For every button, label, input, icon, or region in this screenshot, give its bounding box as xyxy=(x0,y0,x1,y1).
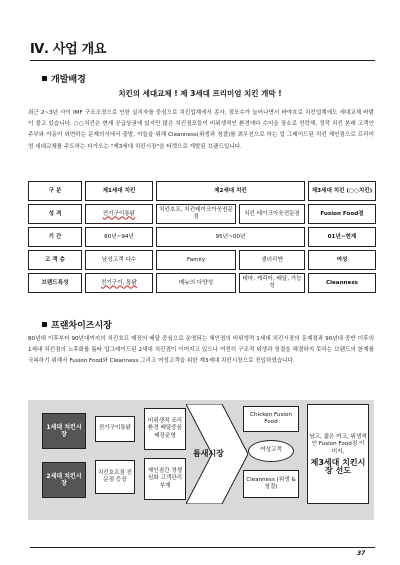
table-header-cell: 제1세대 치킨 xyxy=(85,181,153,201)
table-cell: 샐러리맨 xyxy=(239,250,305,270)
market-paragraph: 80년대 이후부터 90년대까지의 치킨호프 매장의 배달 중심으로 운영되는 체인점의 비위생적 1세대 치킨시장의 문제점과 90년대 중반 이후의 1세대 치킨점의 노후화를 틈타 업그레이드된 2세대 치킨점이 이어지고 있으나 여전히 구조적 위생과 청결을 해결하지 못하는 브랜드의 한계를 극복하기 위해서 Fusion Food와 Cleanness 그리고 여성고객을 위한 제3세대 치킨시장으로 진입하였습니다. xyxy=(28,336,374,365)
table-cell: 테마, 캐릭터, 배달, 가능성 xyxy=(239,273,305,293)
gen1-feature-box: 전기구이통닭 xyxy=(95,416,135,442)
table-row xyxy=(28,273,376,293)
table-cell: 치킨호프, 치킨테이크아웃전문점 xyxy=(156,204,236,224)
background-subtitle: 치킨의 세대교체 ! 제 3세대 프리미엄 치킨 개막 ! xyxy=(118,89,282,98)
table-cell: 남성고객 다수 xyxy=(85,250,153,270)
problem1-box: 비위생적 조리환경 배달중심 매장운영 xyxy=(144,408,186,450)
women-customer-box: 여성고객 xyxy=(248,440,294,462)
problem2-box: 체인점간 경쟁 심화 고객관리 부재 xyxy=(144,458,186,500)
niche-market-label: 틈새시장 xyxy=(193,449,224,458)
gen2-market-box: 2세대 치킨시장 xyxy=(42,462,86,498)
result-headline: 제3세대 치킨시장 선도 xyxy=(310,458,366,475)
gen2-feature-box: 치킨호프점 전문점 등장 xyxy=(95,460,135,494)
section-title: Ⅳ. 사업 개요 xyxy=(30,42,107,57)
table-row-label: 고 객 층 xyxy=(28,250,82,270)
comparison-table xyxy=(28,178,376,296)
table-cell: 95년~00년 xyxy=(156,227,305,247)
table-header-row xyxy=(28,181,376,201)
gen1-market-box: 1세대 치킨시장 xyxy=(42,413,86,449)
table-cell: 전기구이통닭 xyxy=(85,204,153,224)
background-paragraph: 최근 2~3년 사이 IMF 구조조정으로 인한 실직자를 중심으로 치킨업계에서 종사, 점포수가 늘어나면서 바야흐로 치킨업계에도 세대교체 바람이 불고 있습니다. ○○치킨은 현재 공급상권에 있지만 많은 치킨점포들이 비위생적인 환경에다 수익을 장소로 전락해, 정작 치킨 본래 고객인 주부와 아동이 외면하는 문제의식에서 출발, 이들을 위해 Cleanness(위생과 청결)를 최우선으로 하는 업 그레이드된 치킨 체인점으로 프리미엄 세대교체를 주도하는 다가오는 "제3세대 치킨시장"을 타겟으로 개발된 브랜드입니다. xyxy=(28,110,374,150)
square-bullet-icon xyxy=(42,322,47,327)
square-bullet-icon xyxy=(42,76,47,81)
table-row xyxy=(28,204,376,224)
table-header-cell: 제2세대 치킨 xyxy=(156,181,305,201)
fusion-food-box: Chicken Fusion Food xyxy=(243,406,299,432)
cleanness-box: Cleanness (위생 & 청결) xyxy=(243,470,299,498)
result-text: 남고, 젊은 여고, 위생적인 Fusion Food점 이미지, xyxy=(309,433,367,455)
table-cell: 치킨 테이크아웃전문점 xyxy=(239,204,305,224)
table-row xyxy=(28,227,376,247)
table-cell: 전기구이, 통닭 xyxy=(85,273,153,293)
page-number: 37 xyxy=(357,550,366,557)
table-cell: 80년~94년 xyxy=(85,227,153,247)
table-header-cell: 제3세대 치킨 (○○치킨) xyxy=(308,181,376,201)
background-heading: 개발배경 xyxy=(42,72,86,85)
title-divider xyxy=(30,60,375,61)
table-cell: 메뉴의 다양성 xyxy=(156,273,236,293)
table-cell: 01년~현재 xyxy=(308,227,376,247)
table-cell: Fusion Food점 xyxy=(308,204,376,224)
table-header-cell: 구 분 xyxy=(28,181,82,201)
table-row-label: 브랜드특성 xyxy=(28,273,82,293)
result-box xyxy=(307,404,369,504)
table-cell: 여성 xyxy=(308,250,376,270)
table-cell: Cleanness xyxy=(308,273,376,293)
footer-divider xyxy=(30,547,375,548)
table-row-label: 기 간 xyxy=(28,227,82,247)
market-heading: 프랜차이즈시장 xyxy=(42,318,112,331)
table-row-label: 성 격 xyxy=(28,204,82,224)
table-cell: Family xyxy=(156,250,236,270)
table-row xyxy=(28,250,376,270)
